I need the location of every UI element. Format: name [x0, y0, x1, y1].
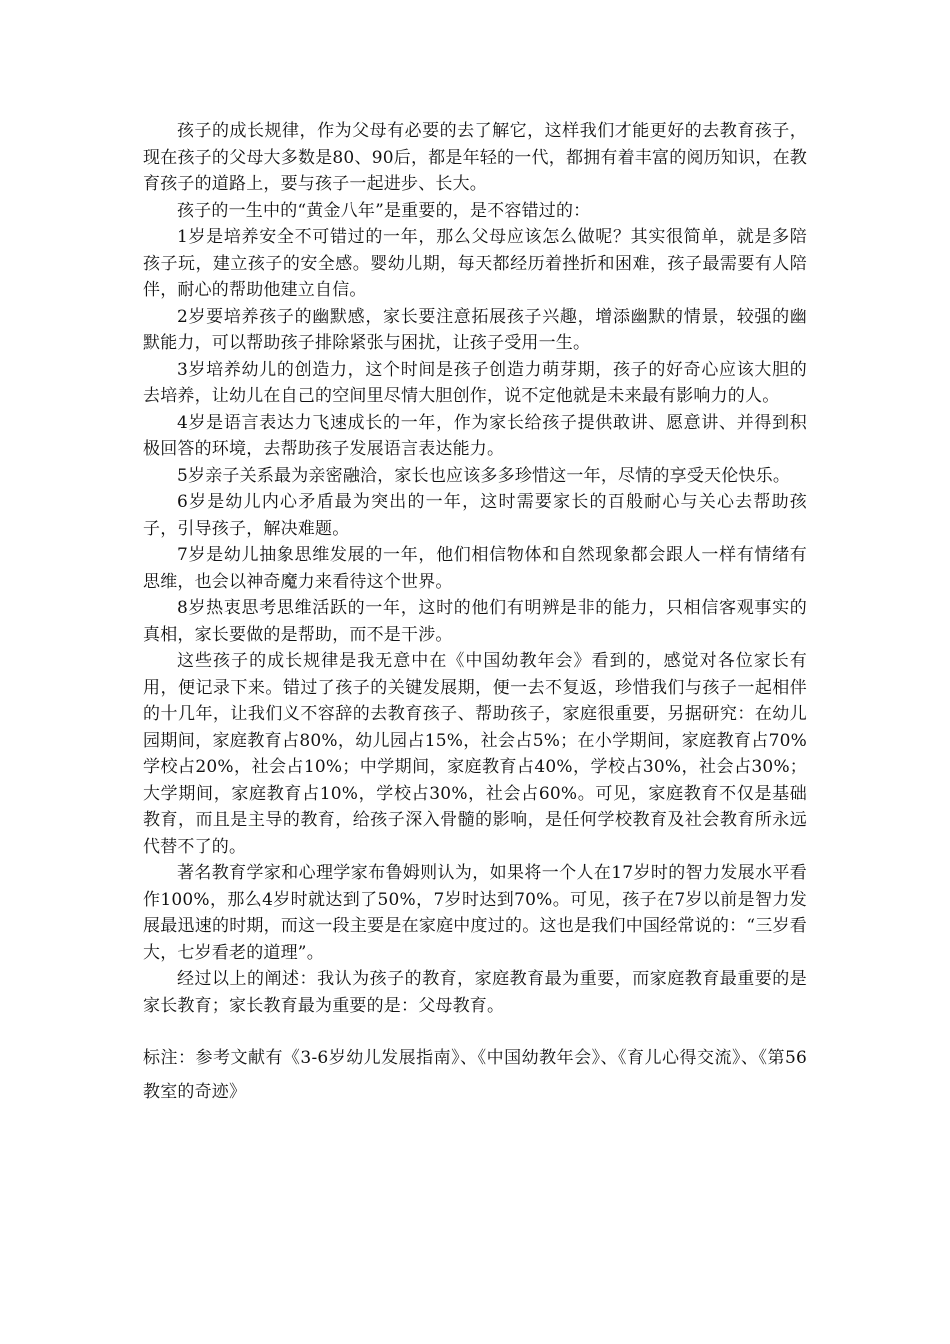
- paragraph-age-2: 2岁要培养孩子的幽默感，家长要注意拓展孩子兴趣，增添幽默的情景，较强的幽默能力，可以帮助孩子排除紧张与困扰，让孩子受用一生。: [143, 306, 807, 353]
- paragraph-age-1: 1岁是培养安全不可错过的一年，那么父母应该怎么做呢？其实很简单，就是多陪孩子玩，建立孩子的安全感。婴幼儿期，每天都经历着挫折和困难，孩子最需要有人陪伴，耐心的帮助他建立自信。: [143, 227, 807, 300]
- paragraph-conclusion: 经过以上的阐述：我认为孩子的教育，家庭教育最为重要，而家庭教育最重要的是家长教育；家长教育最为重要的是：父母教育。: [143, 969, 807, 1016]
- paragraph-age-4: 4岁是语言表达力飞速成长的一年，作为家长给孩子提供敢讲、愿意讲、并得到积极回答的环境，去帮助孩子发展语言表达能力。: [143, 412, 807, 459]
- paragraph-bloom: 著名教育学家和心理学家布鲁姆则认为，如果将一个人在17岁时的智力发展水平看作100%，那么4岁时就达到了50%，7岁时达到70%。可见，孩子在7岁以前是智力发展最迅速的时期，而这一段主要是在家庭中度过的。这也是我们中国经常说的：“三岁看大，七岁看老的道理”。: [143, 863, 807, 963]
- paragraph-golden-eight-years: 孩子的一生中的“黄金八年”是重要的，是不容错过的：: [177, 200, 591, 221]
- references-note: 标注：参考文献有《3-6岁幼儿发展指南》、《中国幼教年会》、《育儿心得交流》、《第56教室的奇迹》: [143, 1048, 807, 1102]
- paragraph-age-8: 8岁热衷思考思维活跃的一年，这时的他们有明辨是非的能力，只相信客观事实的真相，家长要做的是帮助，而不是干涉。: [143, 598, 807, 645]
- paragraph-age-7: 7岁是幼儿抽象思维发展的一年，他们相信物体和自然现象都会跟人一样有情绪有思维，也会以神奇魔力来看待这个世界。: [143, 545, 807, 592]
- paragraph-family-education: 这些孩子的成长规律是我无意中在《中国幼教年会》看到的，感觉对各位家长有用，便记录下来。错过了孩子的关键发展期，便一去不复返，珍惜我们与孩子一起相伴的十几年，让我们义不容辞的去教育孩子、帮助孩子，家庭很重要，另据研究：在幼儿园期间，家庭教育占80%，幼儿园占15%，社会占5%；在小学期间，家庭教育占70%学校占20%，社会占10%；中学期间，家庭教育占40%，学校占30%，社会占30%；大学期间，家庭教育占10%，学校占30%，社会占60%。可见，家庭教育不仅是基础教育，而且是主导的教育，给孩子深入骨髓的影响，是任何学校教育及社会教育所永远代替不了的。: [143, 651, 807, 857]
- paragraph-age-3: 3岁培养幼儿的创造力，这个时间是孩子创造力萌芽期，孩子的好奇心应该大胆的去培养，让幼儿在自己的空间里尽情大胆创作，说不定他就是未来最有影响力的人。: [143, 359, 807, 406]
- paragraph-age-6: 6岁是幼儿内心矛盾最为突出的一年，这时需要家长的百般耐心与关心去帮助孩子，引导孩子，解决难题。: [143, 492, 807, 539]
- paragraph-intro: 孩子的成长规律，作为父母有必要的去了解它，这样我们才能更好的去教育孩子，现在孩子的父母大多数是80、90后，都是年轻的一代，都拥有着丰富的阅历知识，在教育孩子的道路上，要与孩子一起进步、长大。: [143, 121, 807, 194]
- paragraph-age-5: 5岁亲子关系最为亲密融洽，家长也应该多多珍惜这一年，尽情的享受天伦快乐。: [177, 465, 791, 486]
- document-body: [143, 118, 807, 1019]
